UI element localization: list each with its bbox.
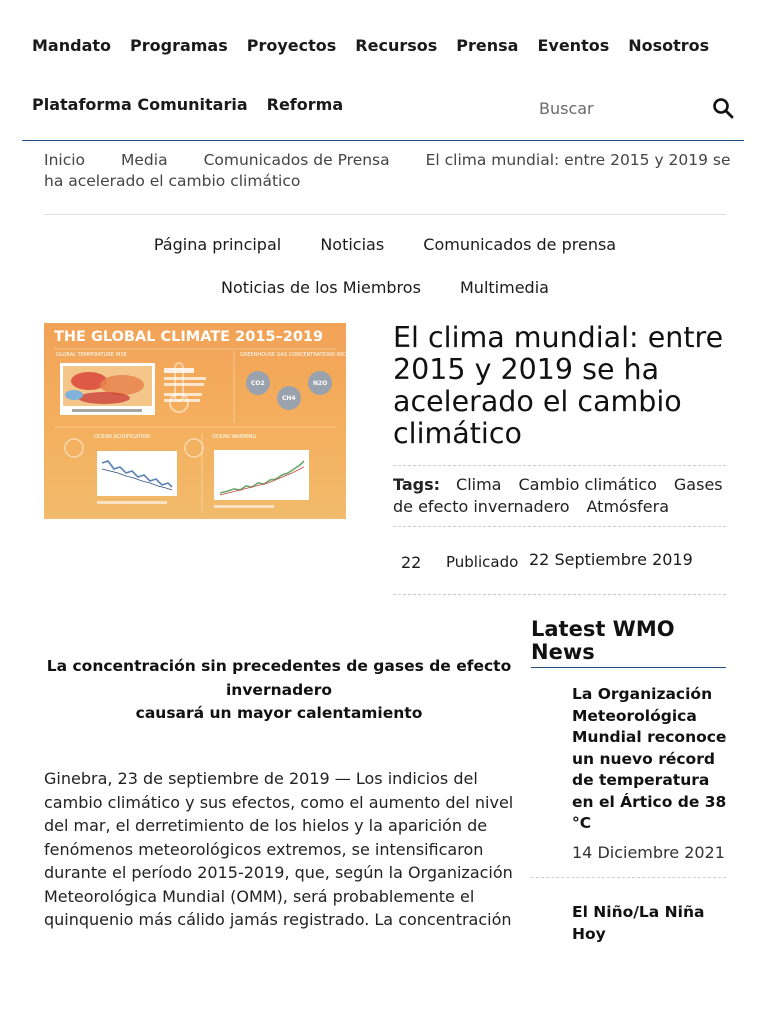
subnav-multimedia[interactable]: Multimedia (460, 278, 549, 297)
news-item-date: 14 Diciembre 2021 (572, 843, 725, 862)
breadcrumb-item-inicio[interactable]: Inicio (44, 151, 86, 169)
published-label: Publicado (446, 553, 519, 571)
media-subnav-row1 (44, 235, 726, 254)
breadcrumb (44, 150, 744, 192)
gas-label: CO2 (251, 380, 265, 387)
media-subnav-row2 (44, 278, 726, 297)
infographic-panel-label: GREENHOUSE GAS CONCENTRATIONS INCREASE (240, 352, 362, 358)
nav-item-recursos[interactable]: Recursos (355, 36, 438, 55)
secondary-nav (32, 95, 343, 114)
breadcrumb-item-current: El clima mundial: entre 2015 y 2019 se ha acelerado el cambio climático (44, 151, 731, 190)
article-title: El clima mundial: entre 2015 y 2019 se ha acelerado el cambio climático (393, 321, 724, 450)
divider (393, 526, 726, 527)
nav-item-reforma[interactable]: Reforma (266, 95, 344, 114)
lead-line: causará un mayor calentamiento (135, 704, 423, 722)
subnav-comunicados-de-prensa[interactable]: Comunicados de prensa (423, 235, 617, 254)
infographic-heading: THE GLOBAL CLIMATE 2015–2019 (54, 329, 324, 345)
tag-atmosfera[interactable]: Atmósfera (586, 497, 670, 516)
search-input[interactable] (530, 93, 700, 123)
breadcrumb-item-comunicados[interactable]: Comunicados de Prensa (203, 151, 390, 169)
tag-cambio-climatico[interactable]: Cambio climático (518, 475, 657, 494)
subnav-noticias[interactable]: Noticias (320, 235, 385, 254)
news-item-title[interactable]: La Organización Meteorológica Mundial reconoce un nuevo récord de temperatura en el Ártico de 38 °C (572, 685, 727, 832)
nav-item-plataforma-comunitaria[interactable]: Plataforma Comunitaria (32, 95, 248, 114)
gas-label: CH4 (282, 395, 296, 402)
infographic-graphic (44, 323, 362, 519)
published-date: 22 Septiembre 2019 (529, 550, 693, 569)
primary-nav (32, 36, 709, 55)
divider (393, 594, 726, 595)
subnav-noticias-miembros[interactable]: Noticias de los Miembros (221, 278, 421, 297)
article-image-infographic[interactable] (44, 323, 362, 519)
infographic-panel-label: GLOBAL TEMPERATURE RISE (56, 352, 127, 358)
gas-label: N2O (313, 380, 328, 387)
nav-item-nosotros[interactable]: Nosotros (628, 36, 710, 55)
lead-line: La concentración sin precedentes de gases de efecto invernadero (46, 657, 512, 699)
tags-label: Tags: (393, 475, 441, 494)
article-body: Ginebra, 23 de septiembre de 2019 — Los indicios del cambio climático y sus efectos, como el aumento del nivel del mar, el derretimiento de los hielos y la aparición de fenómenos meteorológicos extremos, se intensificaron durante el período 2015-2019, que, según la Organización Meteorológica Mundial (OMM), será probablemente el quinquenio más cálido jamás registrado. La concentración (44, 769, 514, 929)
published-day: 22 (401, 553, 422, 572)
header-divider (22, 140, 744, 141)
nav-item-proyectos[interactable]: Proyectos (246, 36, 337, 55)
news-item-title[interactable]: El Niño/La Niña Hoy (572, 903, 705, 943)
sidebar-title: Latest WMO News (531, 617, 675, 664)
divider (44, 214, 726, 215)
tag-clima[interactable]: Clima (456, 475, 502, 494)
nav-item-eventos[interactable]: Eventos (537, 36, 610, 55)
sidebar-item-divider (531, 877, 726, 878)
divider (393, 465, 726, 466)
subnav-pagina-principal[interactable]: Página principal (153, 235, 282, 254)
nav-item-programas[interactable]: Programas (130, 36, 228, 55)
tag-gases-efecto-invernadero[interactable]: Gases de efecto invernadero (393, 475, 723, 516)
article-lead (44, 655, 514, 726)
breadcrumb-item-media[interactable]: Media (121, 151, 168, 169)
infographic-panel-label: OCEAN ACIDIFICATION (94, 434, 151, 440)
infographic-panel-label: OCEAN WARMING (212, 434, 257, 440)
nav-item-prensa[interactable]: Prensa (456, 36, 519, 55)
sidebar-divider (531, 667, 726, 668)
nav-item-mandato[interactable]: Mandato (32, 36, 111, 55)
search-icon[interactable] (712, 97, 734, 119)
article-tags (393, 474, 733, 518)
